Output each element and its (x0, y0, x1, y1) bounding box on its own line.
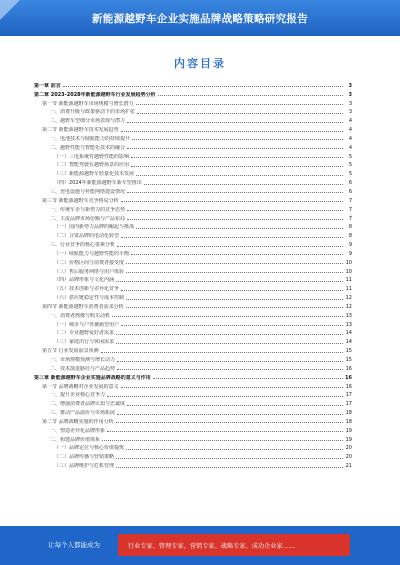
toc-entry[interactable] (34, 434, 352, 443)
toc-entry-page: 11 (345, 277, 352, 284)
toc-entry-page: 7 (348, 215, 352, 222)
toc-entry[interactable] (34, 425, 352, 434)
toc-entry[interactable] (34, 160, 352, 169)
toc-entry-page: 20 (345, 454, 352, 461)
toc-entry-title: 一、消费者画像与购买动机 (50, 312, 111, 319)
toc-entry[interactable] (34, 151, 352, 160)
toc-leader-dots (126, 307, 343, 308)
toc-leader-dots (153, 378, 343, 379)
toc-leader-dots (116, 422, 343, 423)
toc-entry[interactable] (34, 133, 352, 142)
toc-leader-dots (117, 361, 343, 362)
toc-entry[interactable] (34, 257, 352, 266)
toc-leader-dots (116, 281, 343, 282)
toc-entry-page: 10 (345, 259, 352, 266)
toc-entry-title: （四）2024年新能源越野车新车型推出 (54, 180, 142, 187)
toc-leader-dots (116, 343, 343, 344)
toc-entry-page: 17 (345, 401, 352, 408)
toc-leader-dots (116, 467, 343, 468)
toc-entry-page: 14 (345, 339, 352, 346)
toc-entry-title: 第一章 前言 (34, 82, 61, 89)
toc-entry-title: 二、越野性能与智能化技术的融合 (50, 144, 126, 151)
toc-leader-dots (131, 157, 343, 158)
toc-entry[interactable] (34, 222, 352, 231)
toc-leader-dots (127, 122, 343, 123)
toc-entry-page: 17 (345, 392, 352, 399)
toc-entry-page: 12 (345, 295, 352, 302)
toc-entry[interactable] (34, 363, 352, 372)
toc-leader-dots (126, 449, 343, 450)
toc-entry[interactable] (34, 275, 352, 284)
toc-leader-dots (127, 192, 343, 193)
toc-entry-page: 4 (348, 118, 352, 125)
toc-entry-title: （三）家庭出行与休闲需求 (54, 339, 115, 346)
toc-entry[interactable] (34, 292, 352, 301)
toc-entry-page: 20 (345, 445, 352, 452)
toc-entry-title: 第一节 品牌战略对企业发展的意义 (42, 383, 119, 390)
toc-entry[interactable] (34, 336, 352, 345)
toc-entry-title: 二、构建品牌价值体系 (50, 436, 101, 443)
toc-entry[interactable] (34, 381, 352, 390)
toc-entry-page: 3 (348, 100, 352, 107)
toc-leader-dots (136, 104, 343, 105)
toc-entry-title: （四）品牌形象与文化内涵 (54, 277, 115, 284)
toc-entry-title: （二）合资品牌的电动化转型 (54, 233, 120, 240)
toc-entry-page: 6 (348, 180, 352, 187)
toc-entry-page: 19 (345, 436, 352, 443)
toc-entry-page: 18 (345, 410, 352, 417)
toc-leader-dots (144, 184, 343, 185)
toc-entry-title: 一、市场规模预测与增长动力 (50, 357, 116, 363)
toc-leader-dots (136, 175, 343, 176)
toc-leader-dots (131, 166, 343, 167)
toc-entry[interactable] (34, 407, 352, 416)
toc-entry-page: 8 (348, 233, 352, 240)
report-header (0, 0, 400, 36)
toc-entry[interactable] (34, 98, 352, 107)
toc-leader-dots (121, 201, 343, 202)
toc-leader-dots (127, 219, 343, 220)
toc-entry-title: 二、技术演进路径与产品趋势 (50, 365, 116, 372)
toc-entry-title: （五）技术创新与差异化竞争 (54, 286, 120, 293)
toc-leader-dots (121, 325, 343, 326)
toc-entry-page: 16 (345, 374, 352, 381)
report-title: 新能源越野车企业实施品牌战略策略研究报告 (92, 13, 308, 25)
toc-entry[interactable] (34, 372, 352, 381)
toc-leader-dots (136, 228, 343, 229)
toc-leader-dots (63, 86, 343, 87)
toc-leader-dots (121, 237, 343, 238)
toc-entry-title: 一、电池技术与续航能力的持续提升 (50, 135, 131, 142)
toc-entry-title: （一）续航能力与越野性能的平衡 (54, 250, 130, 257)
footer-slogan-right: 行业专家、管理专家、营销专家、战略专家、成功企业家…… (128, 543, 296, 550)
toc-leader-dots (116, 458, 343, 459)
toc-entry[interactable] (34, 345, 352, 354)
toc-entry-title: 三、推动产品溢价与市场拓展 (50, 410, 116, 417)
toc-entry-page: 3 (348, 109, 352, 116)
toc-entry-title: （三）品牌维护与危机管理 (54, 463, 115, 470)
toc-entry[interactable] (34, 390, 352, 399)
toc-entry[interactable] (34, 460, 352, 469)
toc-entry[interactable] (34, 204, 352, 213)
toc-leader-dots (126, 272, 343, 273)
toc-entry[interactable] (34, 266, 352, 275)
toc-entry[interactable] (34, 328, 352, 337)
toc-entry-page: 16 (345, 365, 352, 372)
toc-entry-page: 21 (345, 463, 352, 470)
toc-entry[interactable] (34, 213, 352, 222)
footer-slogan-left: 让每个人都能成为 (48, 541, 100, 549)
toc-entry-page: 9 (348, 242, 352, 249)
toc-entry[interactable] (34, 124, 352, 133)
toc-entry-page: 11 (345, 286, 352, 293)
toc-entry-title: 三、充电设施与补能网络建设情况 (50, 188, 126, 195)
toc-entry-title: 第三章 新能源越野车企业实施品牌战略的意义与作用 (34, 374, 151, 381)
toc-entry[interactable] (34, 283, 352, 292)
toc-entry[interactable] (34, 248, 352, 257)
toc-entry-page: 3 (348, 91, 352, 98)
toc-leader-dots (158, 95, 343, 96)
toc-entry[interactable] (34, 239, 352, 248)
toc-entry[interactable] (34, 230, 352, 239)
toc-entry-title: （六）供应链稳定性与成本控制 (54, 295, 125, 302)
toc-entry-page: 6 (348, 188, 352, 195)
toc-entry-title: （三）售后服务网络与用户体验 (54, 268, 125, 275)
toc-entry[interactable] (34, 80, 352, 89)
toc-leader-dots (101, 352, 343, 353)
footer-slogan-badge (118, 534, 350, 556)
toc-leader-dots (121, 131, 343, 132)
toc-entry-title: 二、主流品牌市场份额与产品布局 (50, 215, 126, 222)
toc-entry[interactable] (34, 319, 352, 328)
toc-leader-dots (107, 431, 343, 432)
toc-leader-dots (107, 396, 343, 397)
toc-heading: 内容目录 (174, 57, 226, 70)
toc-leader-dots (127, 210, 343, 211)
toc-entry-title: 第五节 行业发展前景预测 (42, 348, 99, 355)
toc-entry-page: 9 (348, 250, 352, 257)
toc-entry[interactable] (34, 89, 352, 98)
toc-entry-title: （二）品牌传播与营销策略 (54, 454, 115, 461)
toc-entry-page: 7 (348, 206, 352, 213)
toc-entry-title: 一、消费升级与政策驱动下的市场扩张 (50, 109, 136, 116)
toc-entry-page: 8 (348, 224, 352, 231)
toc-entry-title: 第二节 品牌战略实施的作用分析 (42, 418, 114, 425)
toc-entry-title: （一）品牌定位与核心价值提炼 (54, 445, 125, 452)
toc-entry-page: 5 (348, 153, 352, 160)
toc-leader-dots (116, 334, 343, 335)
toc-entry-page: 4 (348, 135, 352, 142)
toc-entry[interactable] (34, 142, 352, 151)
toc-entry-title: 二、增强消费者品牌认知与忠诚度 (50, 401, 126, 408)
toc-entry[interactable] (34, 354, 352, 363)
toc-entry[interactable] (34, 416, 352, 425)
toc-leader-dots (117, 246, 343, 247)
toc-entry[interactable] (34, 177, 352, 186)
page-footer (0, 526, 400, 565)
toc-entry-title: 第二章 2023-2028年新能源越野车行业发展趋势分析 (34, 91, 156, 98)
toc-entry[interactable] (34, 186, 352, 195)
toc-entry-title: 二、越野车型细分市场表现与潜力 (50, 118, 126, 125)
toc-entry-title: （三）新能源越野车轻量化技术发展 (54, 171, 135, 178)
toc-entry-page: 19 (345, 427, 352, 434)
toc-entry-page: 4 (348, 144, 352, 151)
toc-leader-dots (127, 148, 343, 149)
toc-entry[interactable] (34, 195, 352, 204)
toc-entry[interactable] (34, 107, 352, 116)
toc-entry-title: （二）智能驾驶在越野场景的应用 (54, 162, 130, 169)
toc-leader-dots (121, 387, 343, 388)
toc-leader-dots (127, 405, 343, 406)
toc-leader-dots (132, 139, 343, 140)
table-of-contents (34, 80, 352, 469)
toc-entry-page: 12 (345, 303, 352, 310)
toc-entry-title: （一）国内新势力品牌的崛起与挑战 (54, 224, 135, 231)
toc-entry-page: 13 (345, 312, 352, 319)
toc-entry-title: 第三节 新能源越野车竞争格局分析 (42, 197, 119, 204)
toc-leader-dots (117, 369, 343, 370)
toc-entry-page: 3 (348, 82, 352, 89)
toc-entry-page: 7 (348, 197, 352, 204)
toc-leader-dots (131, 254, 343, 255)
toc-entry[interactable] (34, 115, 352, 124)
toc-entry-title: （二）专业越野爱好者需求 (54, 330, 115, 337)
toc-entry-page: 18 (345, 418, 352, 425)
toc-entry-page: 14 (345, 330, 352, 337)
toc-entry-page: 4 (348, 127, 352, 134)
toc-leader-dots (112, 316, 343, 317)
toc-entry-title: 第二节 新能源越野车技术发展趋势 (42, 127, 119, 134)
toc-entry-title: 第一节 新能源越野车市场规模与增长潜力 (42, 100, 134, 107)
toc-entry-title: （一）城市与户外兼顾型用户 (54, 321, 120, 328)
toc-entry-page: 5 (348, 171, 352, 178)
toc-entry-title: 三、行业竞争的核心要素分析 (50, 242, 116, 249)
toc-leader-dots (121, 290, 343, 291)
toc-entry[interactable] (34, 301, 352, 310)
toc-entry[interactable] (34, 398, 352, 407)
toc-entry-title: 一、提升企业核心竞争力 (50, 392, 106, 399)
toc-entry-page: 5 (348, 162, 352, 169)
toc-leader-dots (126, 263, 343, 264)
toc-entry-page: 10 (345, 268, 352, 275)
toc-entry[interactable] (34, 443, 352, 452)
toc-entry-title: （一）三电系统对越野性能的影响 (54, 153, 130, 160)
toc-entry-page: 16 (345, 383, 352, 390)
toc-entry-page: 15 (345, 348, 352, 355)
toc-entry-title: 一、塑造差异化品牌形象 (50, 427, 106, 434)
toc-entry-title: （二）价格区间与消费者接受度 (54, 259, 125, 266)
toc-entry-page: 15 (345, 357, 352, 363)
toc-leader-dots (126, 299, 343, 300)
toc-entry[interactable] (34, 168, 352, 177)
toc-entry-page: 13 (345, 321, 352, 328)
toc-leader-dots (137, 113, 343, 114)
toc-leader-dots (102, 440, 343, 441)
toc-entry[interactable] (34, 310, 352, 319)
toc-entry[interactable] (34, 451, 352, 460)
toc-entry-title: 第四节 新能源越野车消费者需求分析 (42, 303, 124, 310)
toc-leader-dots (117, 414, 343, 415)
toc-entry-title: 一、传统车企与新势力的竞争态势 (50, 206, 126, 213)
